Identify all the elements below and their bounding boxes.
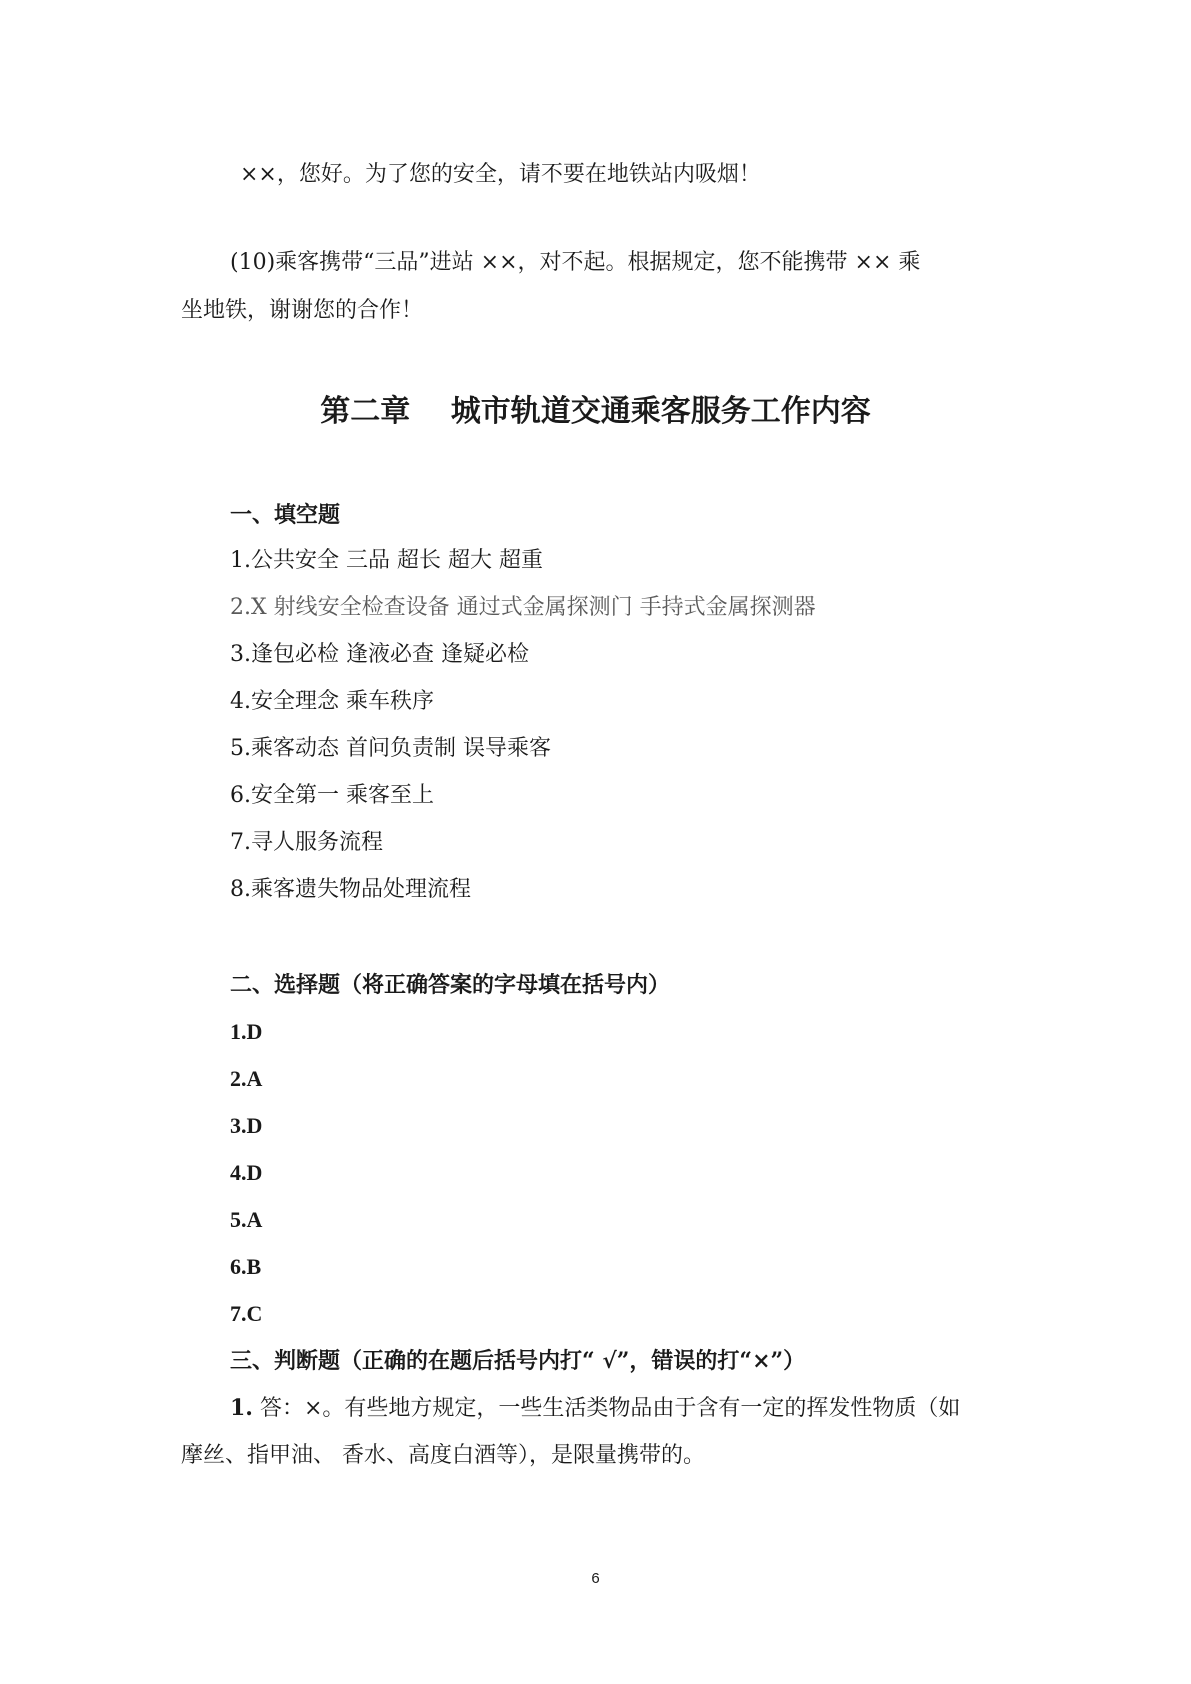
fill-blank-item-2: 2.X 射线安全检查设备 通过式金属探测门 手持式金属探测器 — [230, 595, 816, 620]
judge-answer-1-line1 — [230, 1393, 960, 1424]
fill-blank-item-3: 3.逢包必检 逢液必查 逢疑必检 — [230, 642, 529, 667]
choice-answer-4: 4.D — [230, 1160, 263, 1185]
page-number: 6 — [591, 1570, 600, 1587]
item10-text-line1: (10)乘客携带“三品”进站 ××，对不起。根据规定，您不能携带 ×× 乘 — [230, 250, 921, 275]
choice-heading: 二、选择题（将正确答案的字母填在括号内） — [230, 972, 671, 998]
choice-answer-1: 1.D — [230, 1019, 263, 1044]
judge-answer-1-text: 答：×。有些地方规定，一些生活类物品由于含有一定的挥发性物质（如 — [252, 1396, 961, 1421]
choice-answer-7: 7.C — [230, 1301, 263, 1326]
judge-heading: 三、判断题（正确的在题后括号内打“ √”，错误的打“×”） — [230, 1348, 806, 1374]
fill-blank-item-5: 5.乘客动态 首问负责制 误导乘客 — [230, 736, 551, 761]
choice-answer-2: 2.A — [230, 1066, 263, 1091]
judge-answer-1-number: 1. — [230, 1395, 253, 1421]
choice-answer-6: 6.B — [230, 1254, 262, 1279]
choice-answer-3: 3.D — [230, 1113, 263, 1138]
chapter-title: 第二章 城市轨道交通乘客服务工作内容 — [320, 394, 871, 429]
judge-answer-1-line2: 摩丝、指甲油、 香水、高度白酒等），是限量携带的。 — [181, 1443, 705, 1468]
item10-text-line2: 坐地铁，谢谢您的合作！ — [181, 298, 424, 323]
fill-blank-item-1: 1.公共安全 三品 超长 超大 超重 — [230, 548, 543, 573]
choice-answer-5: 5.A — [230, 1207, 263, 1232]
fill-blank-item-6: 6.安全第一 乘客至上 — [230, 783, 434, 808]
fill-blank-item-7: 7.寻人服务流程 — [230, 830, 383, 855]
fill-blank-item-4: 4.安全理念 乘车秩序 — [230, 689, 434, 714]
fill-blank-item-8: 8.乘客遗失物品处理流程 — [230, 877, 471, 902]
smoking-notice-text: ××，您好。为了您的安全，请不要在地铁站内吸烟！ — [240, 162, 761, 187]
fill-blank-heading: 一、填空题 — [230, 502, 341, 528]
